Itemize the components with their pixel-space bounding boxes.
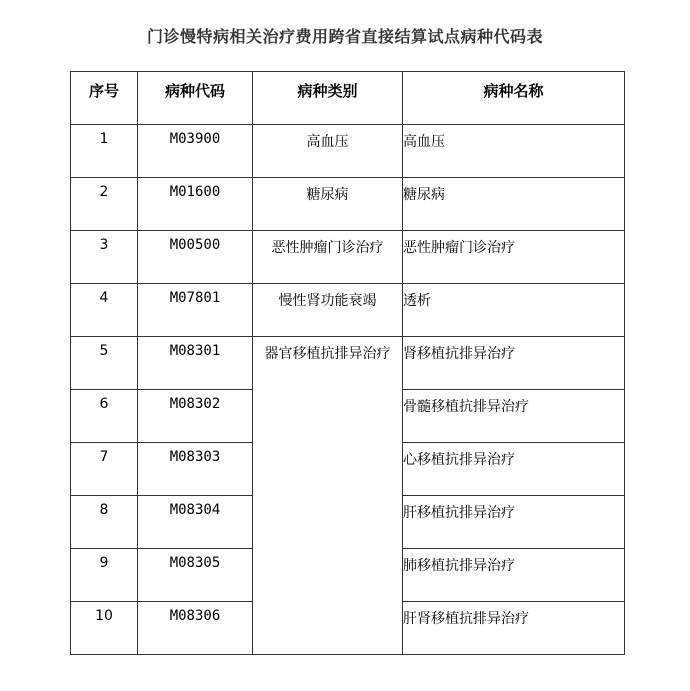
disease-code-table [70, 71, 625, 655]
cell-disease-code: M08301 [138, 337, 253, 390]
cell-disease-name: 糖尿病 [403, 178, 625, 231]
cell-serial-no: 4 [71, 284, 138, 337]
cell-disease-code: M07801 [138, 284, 253, 337]
cell-disease-code: M08303 [138, 443, 253, 496]
table-row [71, 337, 625, 390]
cell-disease-code: M08304 [138, 496, 253, 549]
table-row [71, 125, 625, 178]
header-disease-category: 病种类别 [253, 72, 403, 125]
cell-serial-no: 9 [71, 549, 138, 602]
cell-disease-category: 慢性肾功能衰竭 [253, 284, 403, 337]
cell-disease-name: 心移植抗排异治疗 [403, 443, 625, 496]
table-row [71, 284, 625, 337]
cell-disease-code: M00500 [138, 231, 253, 284]
cell-disease-name: 肝肾移植抗排异治疗 [403, 602, 625, 655]
header-disease-code: 病种代码 [138, 72, 253, 125]
document-title: 门诊慢特病相关治疗费用跨省直接结算试点病种代码表 [146, 27, 543, 46]
cell-serial-no: 10 [71, 602, 138, 655]
cell-disease-code: M03900 [138, 125, 253, 178]
cell-disease-name: 透析 [403, 284, 625, 337]
cell-disease-name: 恶性肿瘤门诊治疗 [403, 231, 625, 284]
cell-disease-name: 肺移植抗排异治疗 [403, 549, 625, 602]
cell-disease-name: 骨髓移植抗排异治疗 [403, 390, 625, 443]
table-header-row [71, 72, 625, 125]
cell-disease-code: M08305 [138, 549, 253, 602]
table-row [71, 178, 625, 231]
cell-disease-name: 肝移植抗排异治疗 [403, 496, 625, 549]
table-row [71, 231, 625, 284]
cell-serial-no: 2 [71, 178, 138, 231]
cell-disease-name: 肾移植抗排异治疗 [403, 337, 625, 390]
cell-serial-no: 5 [71, 337, 138, 390]
cell-serial-no: 7 [71, 443, 138, 496]
cell-disease-code: M08306 [138, 602, 253, 655]
header-serial-no: 序号 [71, 72, 138, 125]
cell-serial-no: 8 [71, 496, 138, 549]
cell-disease-category-merged: 器官移植抗排异治疗 [253, 337, 403, 655]
cell-disease-code: M01600 [138, 178, 253, 231]
cell-serial-no: 6 [71, 390, 138, 443]
cell-disease-code: M08302 [138, 390, 253, 443]
cell-disease-name: 高血压 [403, 125, 625, 178]
cell-disease-category: 高血压 [253, 125, 403, 178]
cell-serial-no: 1 [71, 125, 138, 178]
header-disease-name: 病种名称 [403, 72, 625, 125]
cell-serial-no: 3 [71, 231, 138, 284]
cell-disease-category: 糖尿病 [253, 178, 403, 231]
cell-disease-category: 恶性肿瘤门诊治疗 [253, 231, 403, 284]
